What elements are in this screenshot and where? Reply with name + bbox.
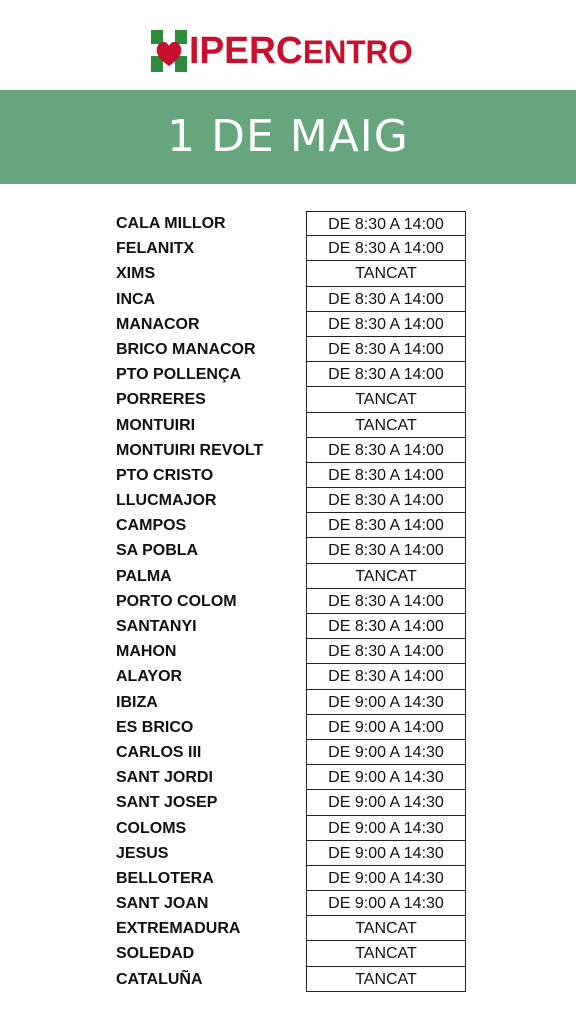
table-row [108, 236, 470, 261]
store-hours: DE 9:00 A 14:30 [306, 740, 466, 765]
store-name: JESUS [116, 844, 169, 862]
store-hours: DE 9:00 A 14:30 [306, 841, 466, 866]
store-hours: DE 8:30 A 14:00 [306, 287, 466, 312]
store-name: MAHON [116, 643, 177, 661]
table-row [108, 513, 470, 538]
store-hours: DE 8:30 A 14:00 [306, 211, 466, 236]
store-name: SANT JORDI [116, 769, 213, 787]
store-hours: DE 8:30 A 14:00 [306, 488, 466, 513]
table-row [108, 715, 470, 740]
logo-wordmark [189, 32, 413, 70]
store-name: EXTREMADURA [116, 920, 241, 938]
table-row [108, 967, 470, 992]
store-name: COLOMS [116, 819, 187, 837]
store-hours: DE 9:00 A 14:30 [306, 816, 466, 841]
table-row [108, 413, 470, 438]
table-row [108, 287, 470, 312]
store-name: PALMA [116, 567, 172, 585]
store-name: BRICO MANACOR [116, 340, 256, 358]
store-name: PORRERES [116, 391, 206, 409]
table-row [108, 337, 470, 362]
store-name: MONTUIRI [116, 416, 196, 434]
store-hours: TANCAT [306, 387, 466, 412]
store-name: ES BRICO [116, 718, 194, 736]
store-hours: DE 8:30 A 14:00 [306, 513, 466, 538]
logo-letter-c: C [275, 30, 303, 72]
schedule-table [108, 211, 470, 992]
table-row [108, 816, 470, 841]
table-row [108, 463, 470, 488]
table-row [108, 664, 470, 689]
logo-letter-i: IPER [189, 30, 276, 72]
table-row [108, 261, 470, 286]
store-name: CALA MILLOR [116, 215, 226, 232]
table-row [108, 639, 470, 664]
table-row [108, 690, 470, 715]
store-hours: DE 8:30 A 14:00 [306, 664, 466, 689]
table-row [108, 387, 470, 412]
store-hours: TANCAT [306, 941, 466, 966]
table-row [108, 740, 470, 765]
table-row [108, 589, 470, 614]
store-name: CARLOS III [116, 743, 202, 761]
store-name: MONTUIRI REVOLT [116, 441, 264, 459]
store-name: XIMS [116, 265, 156, 283]
heart-cross-logo-icon [151, 30, 187, 72]
store-name: LLUCMAJOR [116, 492, 217, 510]
table-row [108, 488, 470, 513]
table-row [108, 866, 470, 891]
table-row [108, 841, 470, 866]
store-hours: DE 8:30 A 14:00 [306, 362, 466, 387]
store-hours: TANCAT [306, 413, 466, 438]
store-hours: TANCAT [306, 916, 466, 941]
store-name: IBIZA [116, 693, 158, 711]
table-row [108, 614, 470, 639]
table-row [108, 538, 470, 563]
store-name: SOLEDAD [116, 945, 195, 963]
store-hours: TANCAT [306, 564, 466, 589]
store-hours: DE 8:30 A 14:00 [306, 236, 466, 261]
logo-letters-entro: ENTRO [302, 34, 413, 70]
store-name: ALAYOR [116, 668, 183, 686]
store-hours: DE 8:30 A 14:00 [306, 312, 466, 337]
store-hours: DE 8:30 A 14:00 [306, 463, 466, 488]
store-name: SA POBLA [116, 542, 199, 560]
table-row [108, 941, 470, 966]
table-row [108, 312, 470, 337]
store-hours: DE 8:30 A 14:00 [306, 614, 466, 639]
table-row [108, 564, 470, 589]
store-name: PTO CRISTO [116, 466, 214, 484]
store-name: SANTANYI [116, 618, 197, 635]
table-row [108, 362, 470, 387]
store-hours: DE 9:00 A 14:30 [306, 765, 466, 790]
store-hours: DE 8:30 A 14:00 [306, 337, 466, 362]
store-name: BELLOTERA [116, 869, 214, 887]
store-name: MANACOR [116, 315, 200, 333]
store-name: PTO POLLENÇA [116, 366, 242, 384]
store-name: SANT JOSEP [116, 794, 218, 812]
store-hours: DE 9:00 A 14:30 [306, 790, 466, 815]
store-name: CATALUÑA [116, 970, 203, 988]
table-row [108, 438, 470, 463]
table-row [108, 916, 470, 941]
store-hours: DE 8:30 A 14:00 [306, 438, 466, 463]
store-name: PORTO COLOM [116, 592, 237, 610]
hipercentro-logo [151, 28, 417, 74]
store-hours: DE 8:30 A 14:00 [306, 538, 466, 563]
store-hours: TANCAT [306, 967, 466, 992]
store-hours: DE 9:00 A 14:30 [306, 891, 466, 916]
store-name: INCA [116, 290, 156, 308]
table-row [108, 211, 470, 236]
table-row [108, 790, 470, 815]
store-name: FELANITX [116, 240, 195, 258]
store-hours: DE 9:00 A 14:30 [306, 690, 466, 715]
store-hours: DE 9:00 A 14:00 [306, 715, 466, 740]
store-name: SANT JOAN [116, 895, 209, 913]
page-title: 1 DE MAIG [167, 111, 409, 162]
table-row [108, 891, 470, 916]
title-banner [0, 90, 576, 184]
table-row [108, 765, 470, 790]
store-hours: TANCAT [306, 261, 466, 286]
store-hours: DE 9:00 A 14:30 [306, 866, 466, 891]
store-hours: DE 8:30 A 14:00 [306, 589, 466, 614]
store-name: CAMPOS [116, 517, 187, 535]
store-hours: DE 8:30 A 14:00 [306, 639, 466, 664]
